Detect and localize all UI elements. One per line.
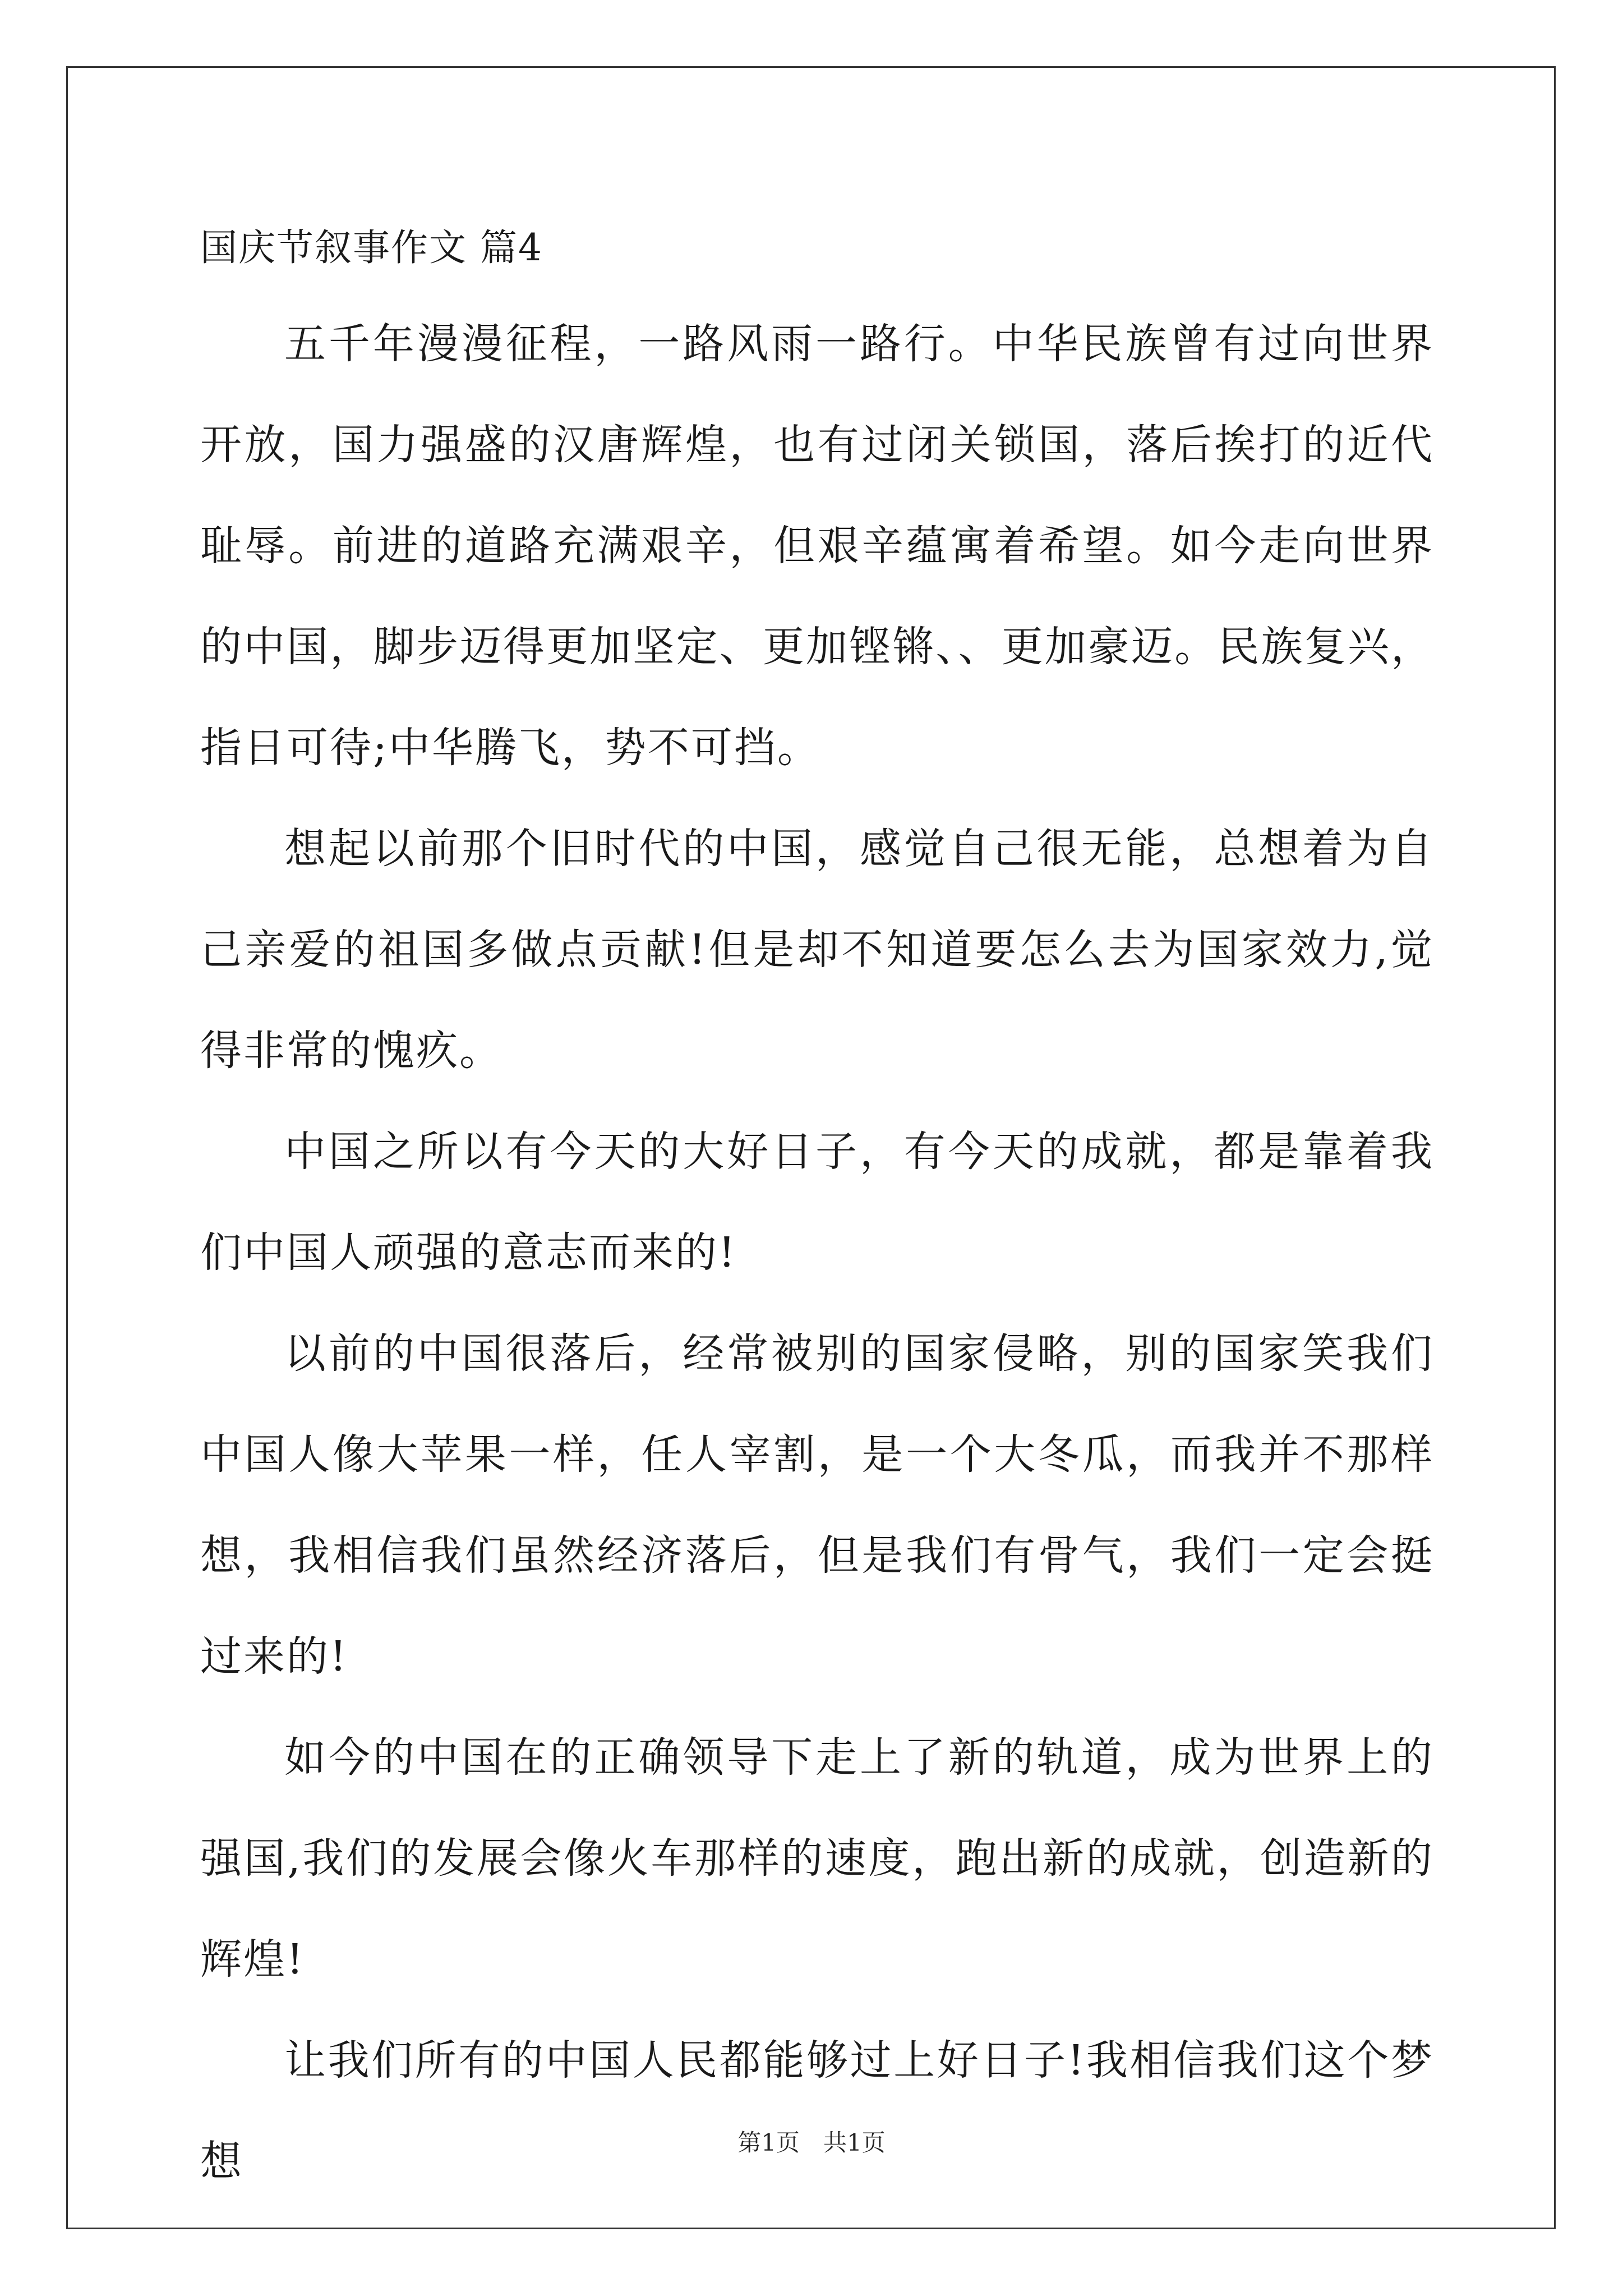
document-body (200, 222, 1434, 2212)
paragraph: 如今的中国在的正确领导下走上了新的轨道，成为世界上的强国,我们的发展会像火车那样的速度，跑出新的成就，创造新的辉煌! (200, 1733, 1434, 1984)
paragraph: 想起以前那个旧时代的中国，感觉自己很无能，总想着为自己亲爱的祖国多做点贡献!但是却不知道要怎么去为国家效力,觉得非常的愧疚。 (200, 825, 1434, 1075)
paragraph: 五千年漫漫征程，一路风雨一路行。中华民族曾有过向世界开放，国力强盛的汉唐辉煌，也有过闭关锁国，落后挨打的近代耻辱。前进的道路充满艰辛，但艰辛蕴寓着希望。如今走向世界的中国，脚步迈得更加坚定、更加铿锵、、更加豪迈。民族复兴，指日可待;中华腾飞，势不可挡。 (200, 320, 1434, 772)
paragraph: 让我们所有的中国人民都能够过上好日子!我相信我们这个梦想 (200, 2036, 1434, 2185)
document-title: 国庆节叙事作文 篇4 (200, 226, 543, 269)
paragraph: 以前的中国很落后，经常被别的国家侵略，别的国家笑我们中国人像大苹果一样，任人宰割，是一个大冬瓜，而我并不那样想，我相信我们虽然经济落后，但是我们有骨气，我们一定会挺过来的! (200, 1329, 1434, 1681)
page-footer: 第1页 共1页 (737, 2129, 886, 2156)
paragraph: 中国之所以有今天的大好日子，有今天的成就，都是靠着我们中国人顽强的意志而来的! (200, 1128, 1434, 1277)
